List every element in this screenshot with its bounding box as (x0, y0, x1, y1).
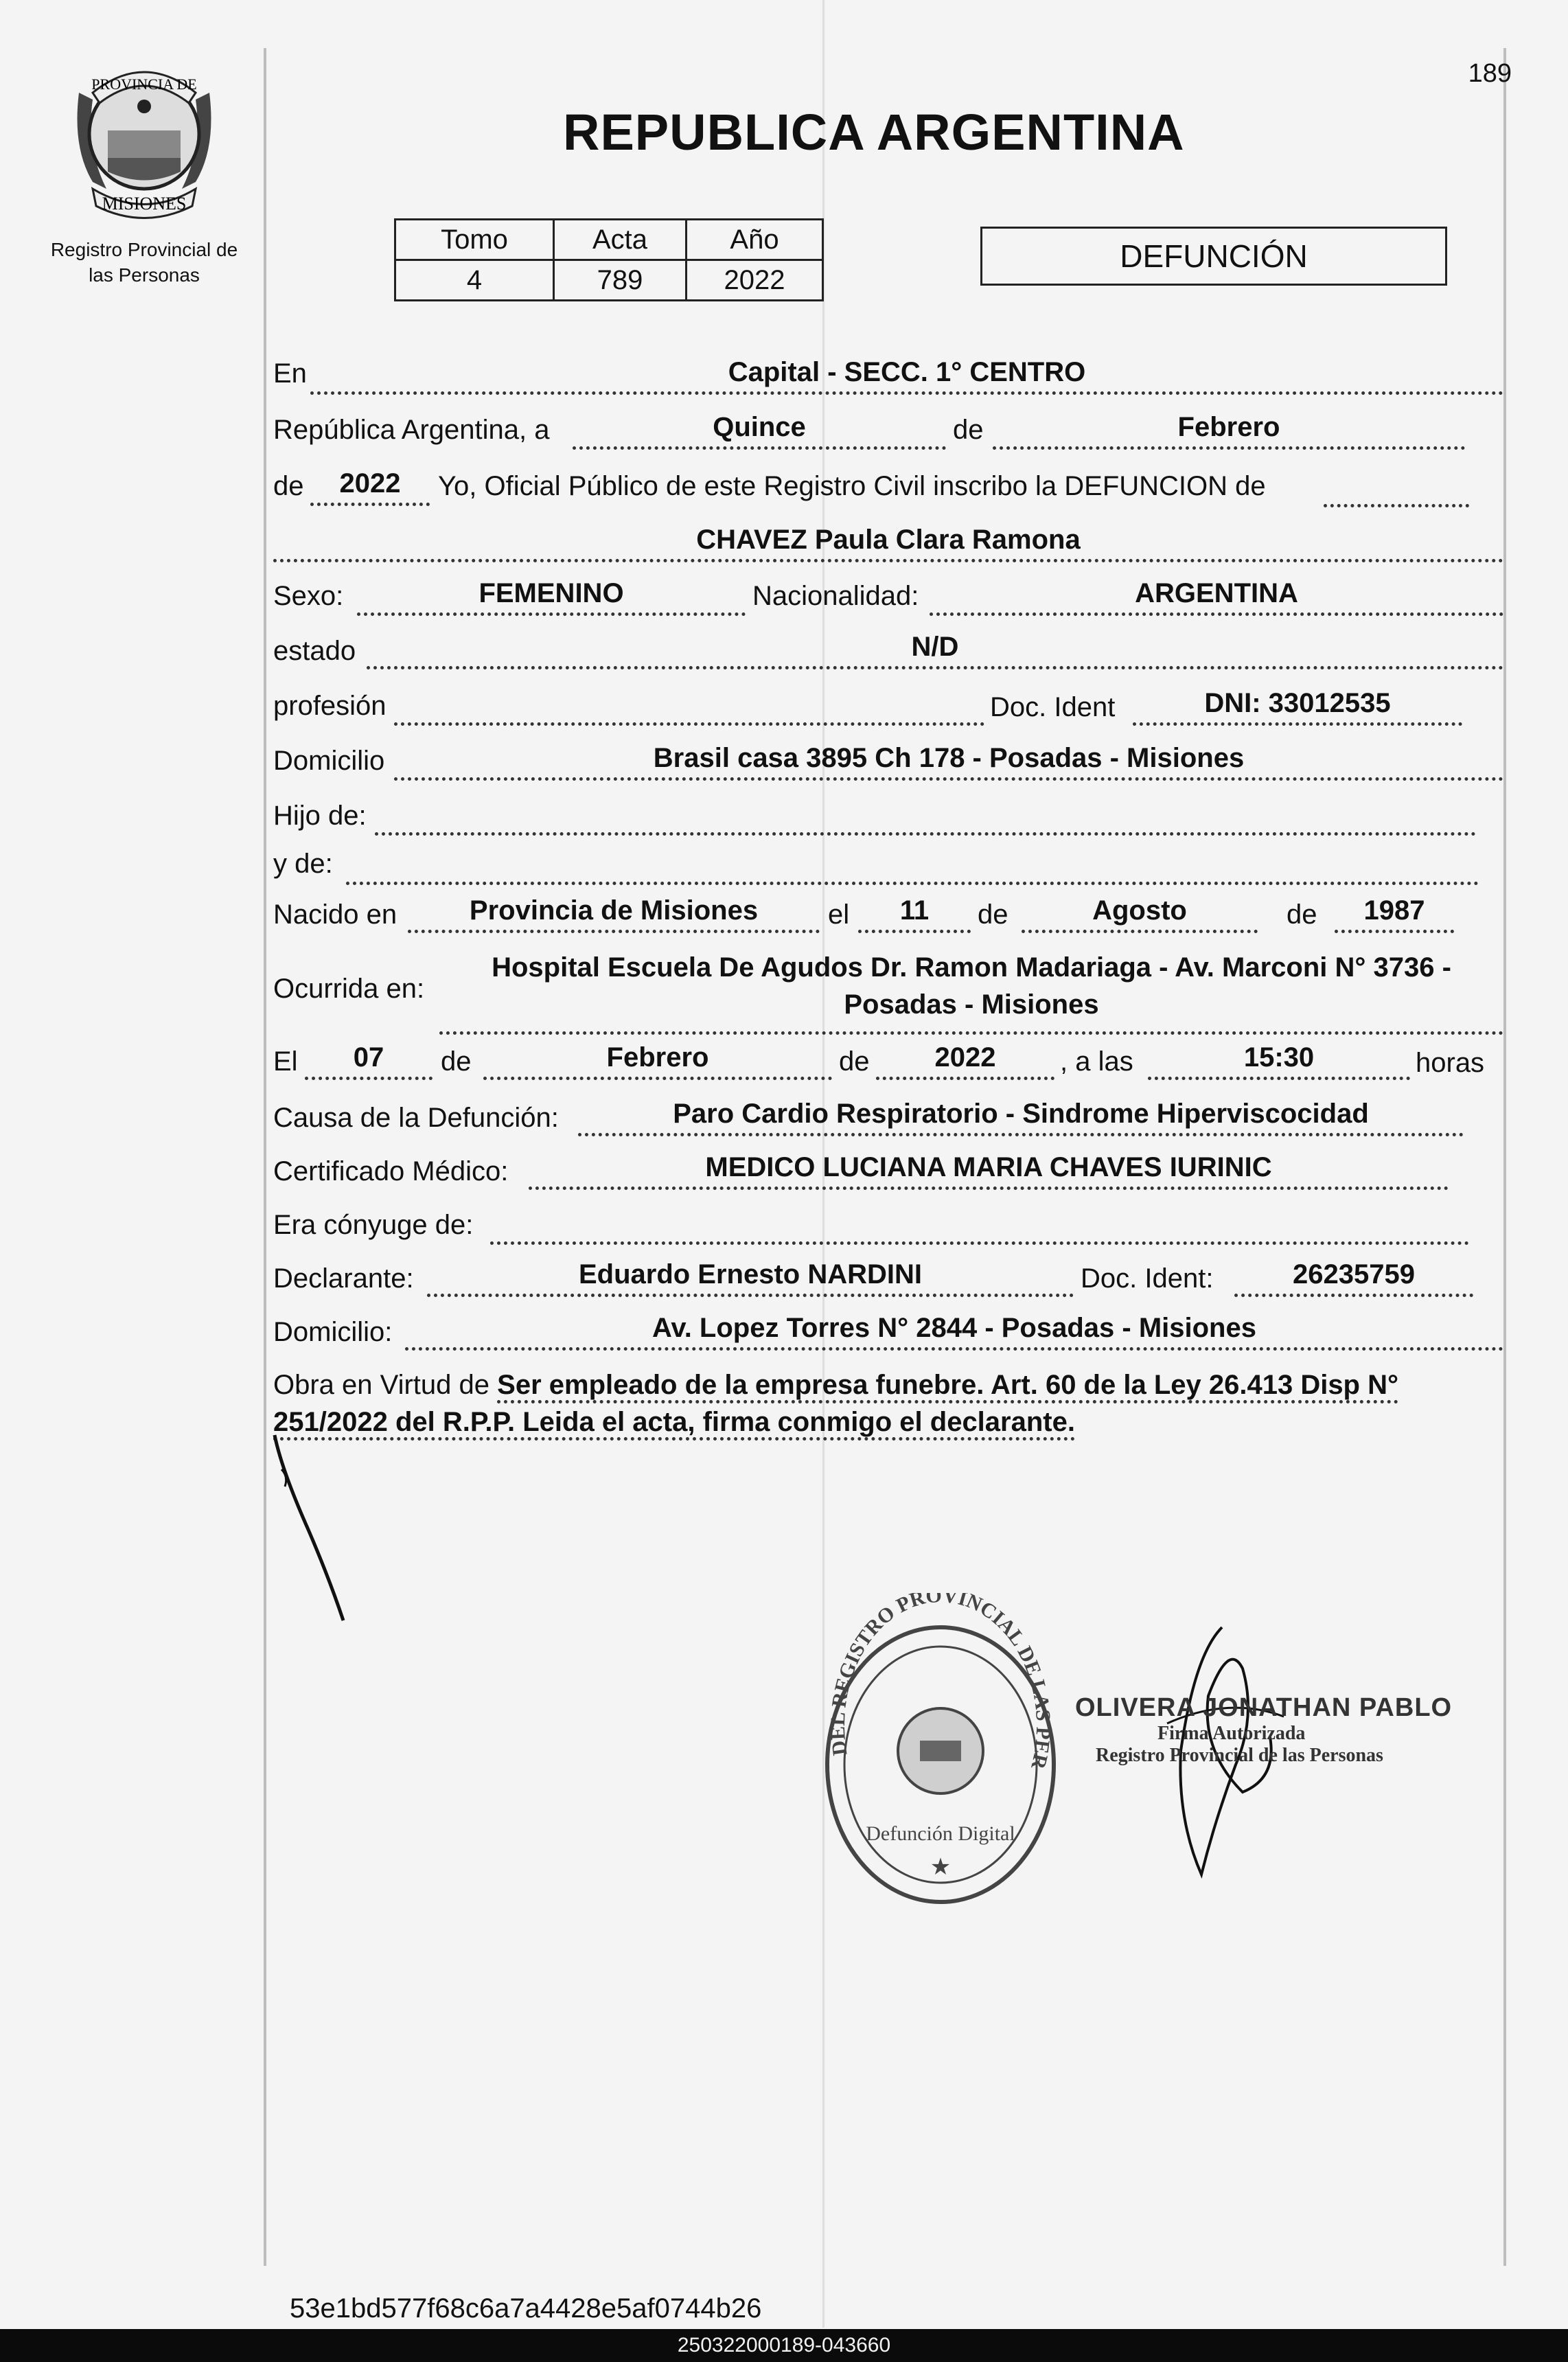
svg-text:DEL REGISTRO PROVINCIAL DE LAS: DEL REGISTRO PROVINCIAL DE LAS PER (826, 1593, 1055, 1771)
year-field: 2022 (310, 467, 430, 506)
obra-text-line2: 251/2022 del R.P.P. Leida el acta, firma conmigo el declarante. (273, 1407, 1075, 1441)
el2-label: El (273, 1046, 298, 1077)
record-value-anio: 2022 (687, 260, 823, 301)
certificado-label: Certificado Médico: (273, 1156, 509, 1186)
birth-day-field: 11 (858, 894, 971, 933)
nacido-en-label: Nacido en (273, 899, 397, 930)
hijo-de-label: Hijo de: (273, 801, 367, 831)
death-day-field: 07 (305, 1041, 433, 1080)
signer-role: Firma Autorizada (1157, 1723, 1306, 1744)
day-text-field: Quince (573, 411, 946, 450)
conyuge-field (490, 1206, 1469, 1245)
birth-de-label: de (978, 899, 1008, 930)
profesion-field (394, 687, 984, 726)
page-number: 189 (1468, 59, 1512, 88)
document-type-box: DEFUNCIÓN (980, 227, 1447, 286)
estado-field: N/D (367, 630, 1503, 669)
estado-label: estado (273, 636, 356, 666)
death-year-field: 2022 (876, 1041, 1054, 1080)
record-header-acta: Acta (554, 220, 687, 260)
hijo-de-field (375, 796, 1476, 836)
closing-pen-stroke (268, 1428, 364, 1634)
record-value-acta: 789 (554, 260, 687, 301)
footer-code: 250322000189-043660 (677, 2334, 891, 2357)
record-value-tomo: 4 (395, 260, 554, 301)
deceased-name-field: CHAVEZ Paula Clara Ramona (273, 523, 1503, 562)
obra-line1 (273, 1366, 1398, 1403)
republica-label: República Argentina, a (273, 415, 550, 445)
place-field: Capital - SECC. 1° CENTRO (310, 356, 1503, 395)
birth-month-field: Agosto (1022, 894, 1258, 933)
obra-paragraph (273, 1366, 1398, 1441)
record-table-value-row (395, 260, 823, 301)
death-de-label: de (441, 1046, 472, 1077)
certificado-field: MEDICO LUCIANA MARIA CHAVES IURINIC (529, 1151, 1449, 1190)
ocurrida-line2: Posadas - Misiones (844, 989, 1099, 1020)
right-margin-line (1503, 48, 1506, 2266)
record-table-header-row (395, 220, 823, 260)
signer-org: Registro Provincial de las Personas (1096, 1745, 1383, 1766)
registry-caption-line1: Registro Provincial de (50, 239, 238, 260)
death-month-field: Febrero (483, 1041, 832, 1080)
birth-de2-label: de (1287, 899, 1317, 930)
misiones-coat-of-arms-logo (65, 51, 223, 223)
declarante-doc-field: 26235759 (1234, 1258, 1473, 1297)
declarante-domicilio-label: Domicilio: (273, 1317, 393, 1347)
month-text-field: Febrero (993, 411, 1465, 450)
conyuge-label: Era cónyuge de: (273, 1210, 474, 1240)
signer-name: OLIVERA JONATHAN PABLO (1075, 1693, 1453, 1722)
nacionalidad-field: ARGENTINA (930, 577, 1503, 616)
declarante-doc-label: Doc. Ident: (1081, 1263, 1214, 1294)
svg-text:★: ★ (930, 1854, 952, 1880)
document-hash: 53e1bd577f68c6a7a4428e5af0744b26 (290, 2293, 762, 2324)
domicilio-label: Domicilio (273, 746, 385, 776)
declarante-field: Eduardo Ernesto NARDINI (427, 1258, 1074, 1297)
en-label: En (273, 358, 307, 389)
obra-line2 (273, 1403, 1398, 1441)
registry-stamp-seal (810, 1593, 1071, 1909)
ocurrida-line1: Hospital Escuela De Agudos Dr. Ramon Madariaga - Av. Marconi N° 3736 - (492, 952, 1451, 983)
profesion-label: profesión (273, 691, 387, 721)
causa-field: Paro Cardio Respiratorio - Sindrome Hiperviscocidad (578, 1097, 1464, 1136)
declarante-label: Declarante: (273, 1263, 414, 1294)
y-de-label: y de: (273, 849, 333, 879)
ocurrida-field (439, 949, 1503, 1035)
svg-text:MISIONES: MISIONES (102, 194, 187, 214)
death-time-field: 15:30 (1148, 1041, 1410, 1080)
sexo-label: Sexo: (273, 581, 344, 611)
obra-label: Obra en Virtud de (273, 1370, 490, 1400)
page-title: REPUBLICA ARGENTINA (563, 104, 1185, 161)
horas-label: horas (1416, 1048, 1485, 1078)
causa-label: Causa de la Defunción: (273, 1103, 559, 1133)
year-prefix-label: de (273, 471, 304, 501)
death-de2-label: de (839, 1046, 870, 1077)
domicilio-field: Brasil casa 3895 Ch 178 - Posadas - Misiones (394, 742, 1503, 781)
obra-text-line1: Ser empleado de la empresa funebre. Art. 60 de la Ley 26.413 Disp N° (497, 1370, 1398, 1403)
svg-text:PROVINCIA DE: PROVINCIA DE (91, 76, 197, 93)
left-margin-line (264, 48, 266, 2266)
inscription-trailing-line (1324, 474, 1469, 507)
svg-text:Defunción Digital: Defunción Digital (866, 1822, 1015, 1845)
de-label: de (953, 415, 984, 445)
nacionalidad-label: Nacionalidad: (752, 581, 919, 611)
inscription-text: Yo, Oficial Público de este Registro Civil inscribo la DEFUNCION de (438, 471, 1266, 501)
birth-year-field: 1987 (1335, 894, 1454, 933)
registry-caption (27, 237, 261, 288)
signer-block (1075, 1693, 1452, 1767)
record-table (394, 218, 824, 301)
record-header-tomo: Tomo (395, 220, 554, 260)
doc-ident-field: DNI: 33012535 (1133, 687, 1462, 726)
record-header-anio: Año (687, 220, 823, 260)
ocurrida-label: Ocurrida en: (273, 974, 425, 1004)
doc-ident-label: Doc. Ident (990, 692, 1116, 722)
y-de-field (346, 846, 1479, 885)
declarante-domicilio-field: Av. Lopez Torres N° 2844 - Posadas - Misiones (405, 1311, 1503, 1351)
sexo-field: FEMENINO (357, 577, 746, 616)
registry-caption-line2: las Personas (89, 264, 200, 286)
el-label: el (828, 899, 850, 930)
nacido-en-field: Provincia de Misiones (408, 894, 820, 933)
a-las-label: , a las (1060, 1046, 1133, 1077)
